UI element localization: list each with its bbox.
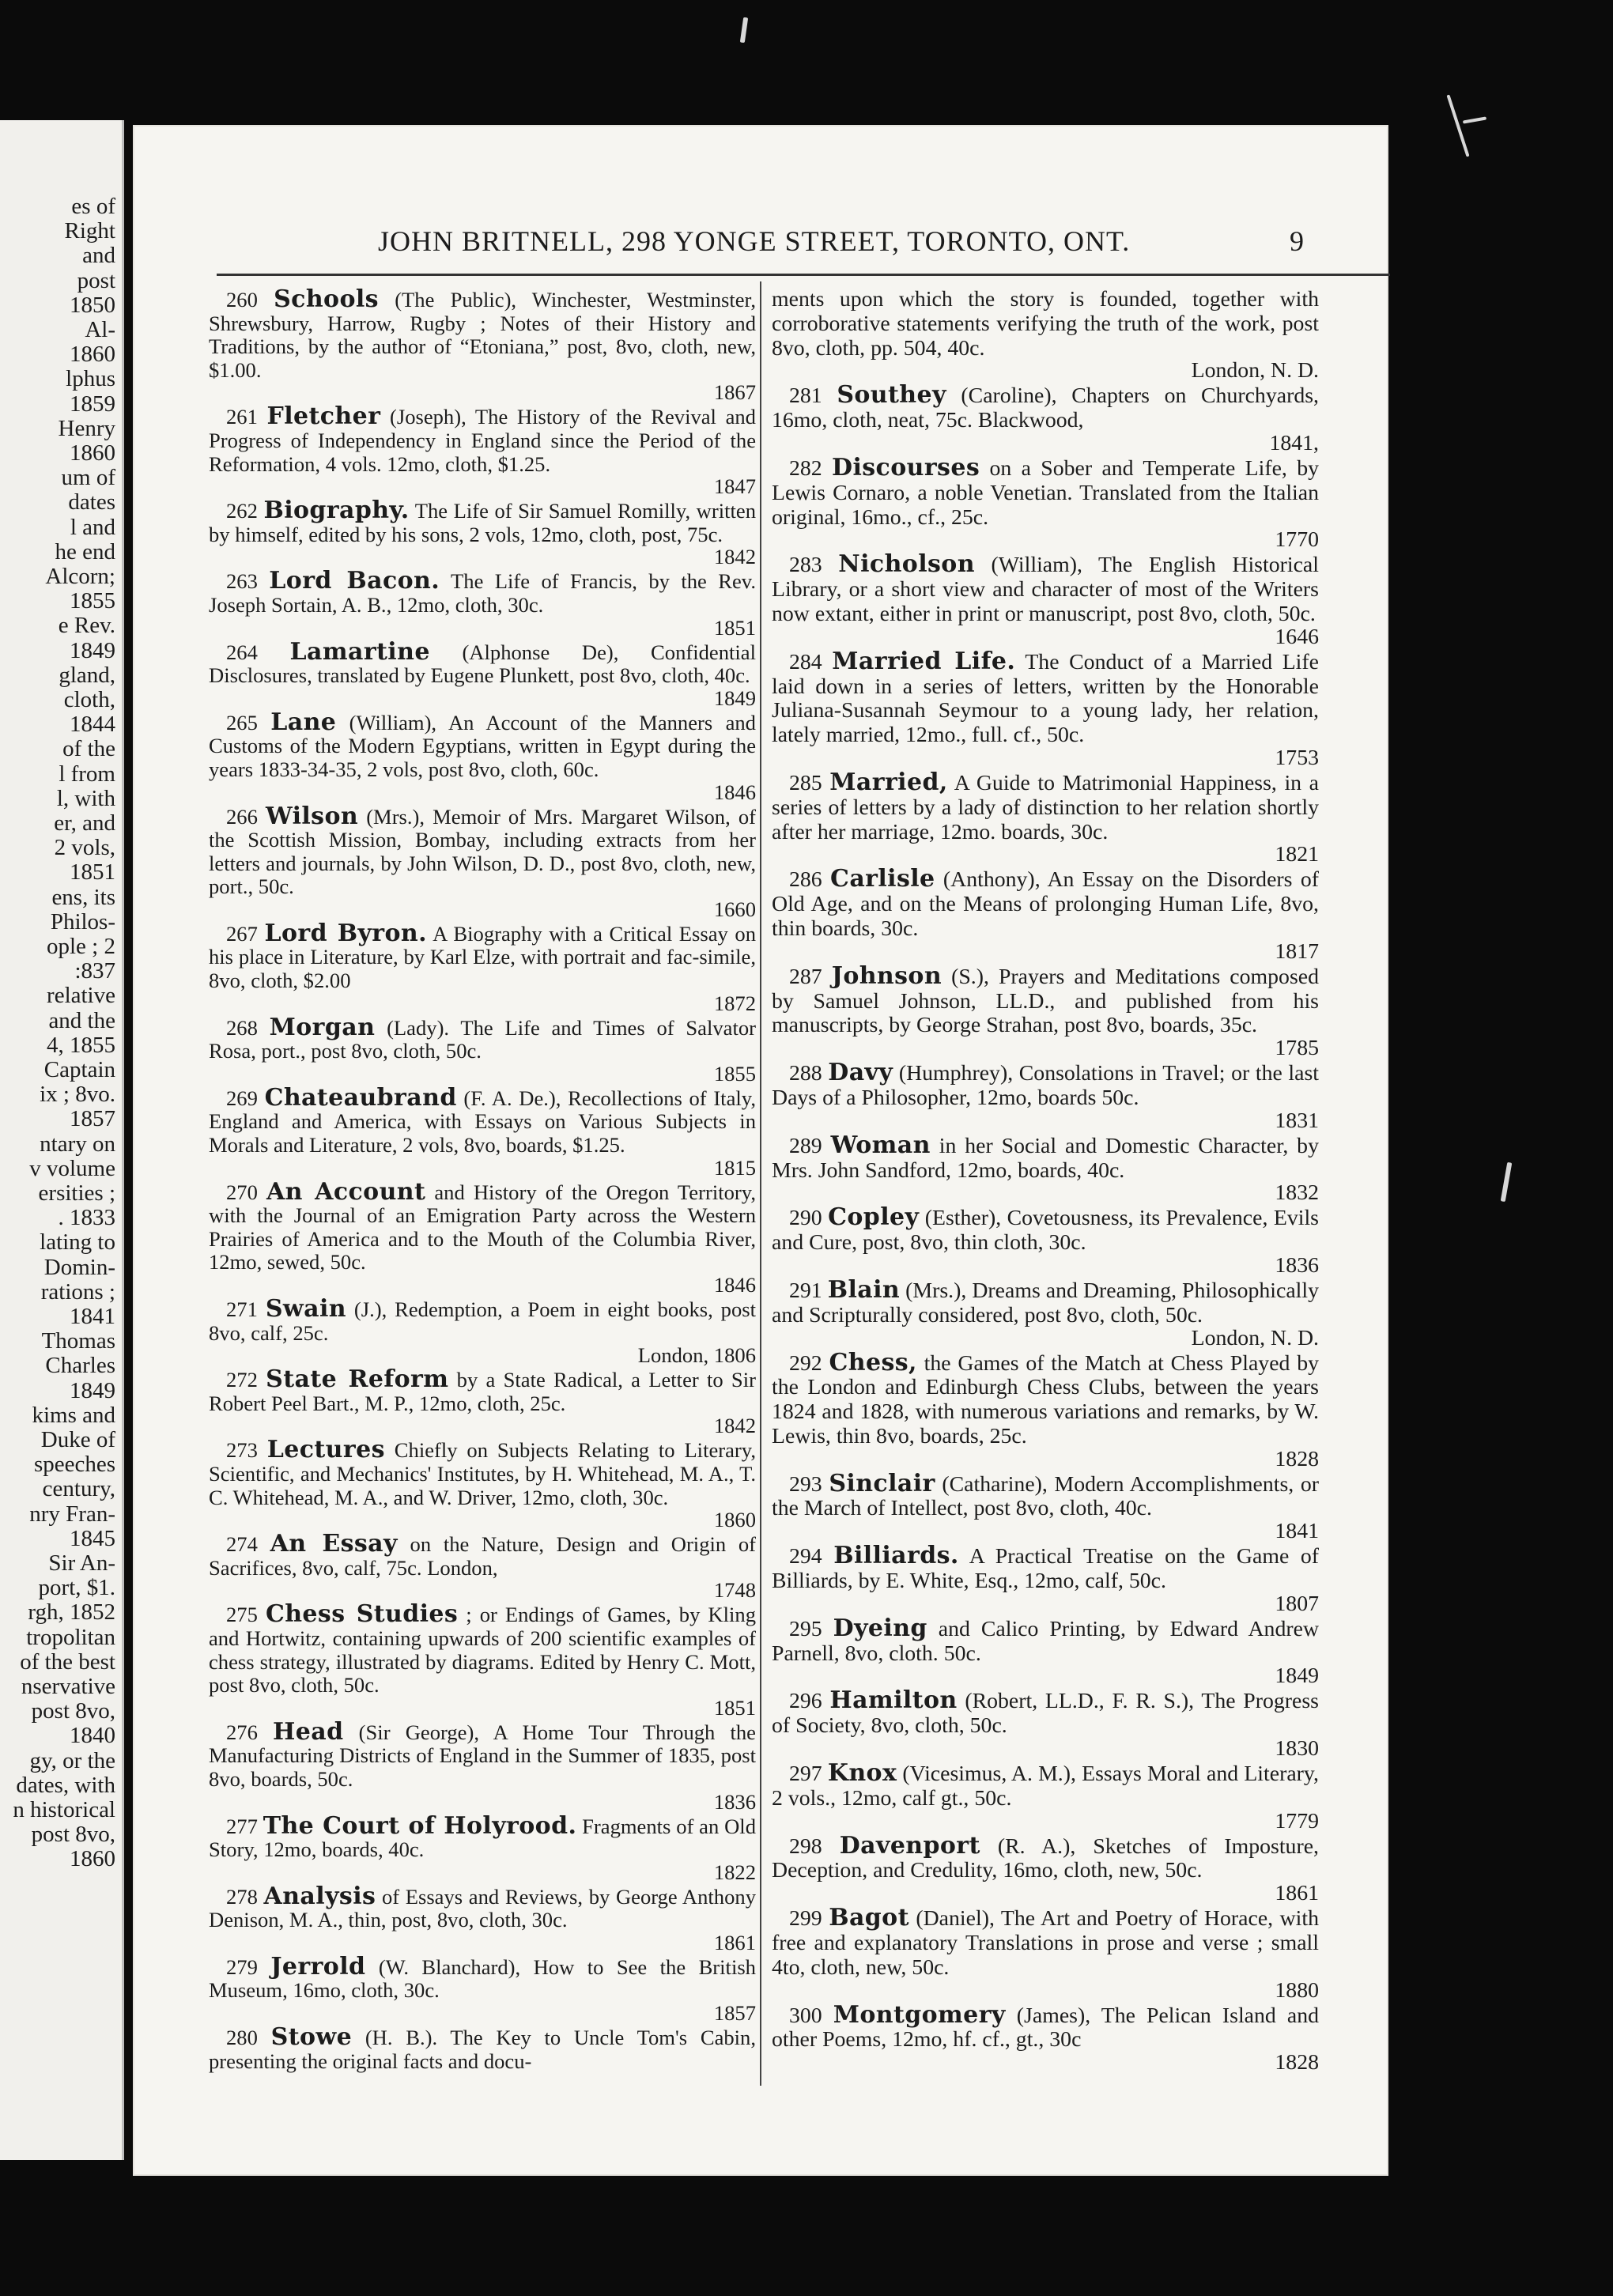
entry-date: 1842	[713, 1414, 756, 1438]
entry-headword: State Reform	[266, 1365, 449, 1394]
catalogue-entry	[772, 383, 1319, 455]
entry-number: 283	[789, 553, 822, 578]
entry-description: and History of the Oregon Territory, with the Journal of an Emigration Party across the Western Prairies of America and to the Mouth of the Columbia River, 12mo, sewed, 50c.	[209, 1180, 756, 1275]
entry-number: 295	[789, 1616, 822, 1641]
facing-page-text: speeches	[33, 1452, 115, 1478]
facing-page-text: Domin-	[43, 1254, 115, 1280]
facing-page-text: of the best	[20, 1648, 115, 1675]
entry-date: London, N. D.	[1191, 1325, 1319, 1350]
entry-date: 1748	[713, 1578, 756, 1603]
entry-headword: Swain	[265, 1295, 346, 1323]
facing-page-text: es of	[71, 194, 115, 219]
entry-headword: An Essay	[270, 1530, 398, 1558]
entry-date: 1815	[713, 1155, 756, 1180]
facing-page-text: cloth,	[63, 687, 115, 712]
entry-number: 280	[226, 2026, 258, 2050]
entry-number: 288	[789, 1061, 822, 1086]
facing-page-text: Al-	[85, 317, 115, 342]
facing-page-text: 1845	[70, 1525, 115, 1551]
scan-mark	[1446, 94, 1469, 157]
entry-headword: Married,	[829, 768, 948, 796]
entry-description: and Calico Printing, by Edward Andrew Parnell, 8vo, cloth. 50c.	[772, 1616, 1320, 1666]
entry-description: (R. A.), Sketches of Imposture, Deception, and Credulity, 16mo, cloth, new, 50c.	[772, 1833, 1319, 1883]
entry-description: the Games of the Match at Chess Played by the London and Edinburgh Chess Clubs, between the years 1824 and 1828, with numerous variations and remarks, by W. Lewis, thin 8vo, boards, 25c.	[772, 1350, 1320, 1448]
facing-page-text: 4, 1855	[47, 1032, 115, 1058]
entry-number: 261	[226, 405, 258, 429]
facing-page-text: gy, or the	[29, 1747, 115, 1773]
entry-date: 1660	[713, 897, 756, 921]
catalogue-entry	[772, 961, 1319, 1061]
entry-description: (Mrs.), Dreams and Dreaming, Philosophically and Scripturally considered, post 8vo, cloth, 50c.	[772, 1278, 1320, 1327]
entry-date: 1821	[1275, 842, 1319, 867]
entry-number: 298	[789, 1833, 822, 1859]
facing-page-text: tropolitan	[26, 1624, 115, 1650]
catalogue-entry	[209, 1717, 756, 1814]
catalogue-entry	[209, 1811, 756, 1884]
entry-number: 262	[226, 499, 258, 523]
entry-date: 1770	[1275, 527, 1319, 553]
facing-page-text: Captain	[43, 1057, 115, 1082]
facing-page-text: Alcorn;	[45, 564, 115, 589]
catalogue-entry	[772, 453, 1320, 553]
entry-number: 274	[226, 1532, 258, 1557]
facing-page-text: post 8vo,	[31, 1698, 115, 1724]
facing-page-text: 1850	[70, 292, 115, 318]
catalogue-entry	[209, 1297, 756, 1366]
entry-description: The Life of Francis, by the Rev. Joseph Sortain, A. B., 12mo, cloth, 30c.	[209, 569, 756, 617]
entry-date: 1836	[1275, 1252, 1319, 1278]
facing-page-text: 1844	[70, 712, 115, 738]
entry-number: 278	[226, 1884, 258, 1909]
facing-page-text: 1849	[70, 1377, 115, 1403]
entry-description: (Robert, LL.D., F. R. S.), The Progress of Society, 8vo, cloth, 50c.	[772, 1689, 1319, 1739]
catalogue-entry	[209, 1952, 756, 2026]
entry-headword: Carlisle	[830, 865, 935, 893]
entry-description: (Lady). The Life and Times of Salvator Rosa, port., post 8vo, cloth, 50c.	[209, 1015, 757, 1063]
entry-headword: Lane	[270, 708, 337, 736]
entry-description: Chiefly on Subjects Relating to Literary, Scientific, and Mechanics' Institutes, by H. Whitehead, M. A., T. C. Whitehead, M. A., and W. Driver, 12mo, cloth, 30c.	[209, 1438, 757, 1509]
facing-page-text: Sir An-	[48, 1550, 115, 1576]
entry-number: 272	[226, 1368, 258, 1392]
scan-mark	[1463, 116, 1486, 123]
entry-date: 1847	[713, 474, 756, 499]
header-rule	[217, 274, 1390, 276]
entry-date: 1836	[713, 1789, 756, 1814]
entry-description: (Joseph), The History of the Revival and Progress of Independency in England since the Period of the Reformation, 4 vols. 12mo, cloth, $1.25.	[209, 405, 756, 476]
entry-description: (Sir George), A Home Tour Through the Manufacturing Districts of England in the Summer of 1835, post 8vo, boards, 50c.	[209, 1720, 756, 1791]
entry-date: 1851	[713, 1695, 756, 1720]
facing-page-text: lating to	[40, 1229, 115, 1256]
entry-number: 285	[789, 770, 822, 795]
catalogue-entry	[209, 1438, 756, 1531]
catalogue-entry	[209, 1532, 756, 1601]
facing-page-text: 1855	[70, 588, 115, 614]
facing-page-text: l and	[70, 514, 115, 540]
entry-number: 269	[226, 1086, 258, 1110]
facing-page-text: of the	[62, 736, 115, 762]
catalogue-entry	[209, 285, 756, 405]
entry-description: (James), The Pelican Island and other Poems, 12mo, hf. cf., gt., 30c	[772, 2003, 1319, 2052]
entry-date: 1828	[1275, 2050, 1319, 2075]
catalogue-entry	[772, 1831, 1319, 1906]
facing-page-text: rations ;	[40, 1278, 115, 1305]
entry-date: 1830	[1275, 1736, 1319, 1762]
entry-headword: Montgomery	[833, 2000, 1006, 2029]
entry-date: 1828	[1275, 1446, 1319, 1471]
entry-headword: Analysis	[263, 1882, 376, 1910]
entry-headword: Chess,	[829, 1348, 917, 1376]
facing-page-text: lphus	[66, 366, 115, 392]
entry-description: A Guide to Matrimonial Happiness, in a series of letters by a lady of distinction to her relation shortly after her marriage, 12mo. boards, 30c.	[772, 770, 1319, 844]
entry-number: 265	[226, 710, 258, 734]
facing-page-text: and the	[48, 1007, 115, 1033]
catalogue-page	[133, 125, 1388, 2176]
entry-headword: Southey	[837, 381, 946, 410]
entry-number: 267	[226, 921, 258, 946]
facing-page-text: 1849	[70, 637, 115, 663]
catalogue-entry	[209, 402, 756, 499]
entry-number: 270	[226, 1180, 258, 1204]
entry-date: 1841	[1275, 1519, 1319, 1544]
catalogue-entry	[772, 1203, 1319, 1278]
catalogue-entry	[772, 1906, 1319, 2001]
entry-date: 1851	[713, 615, 756, 640]
entry-number: 264	[226, 640, 258, 664]
entry-date: 1841,	[1269, 430, 1319, 455]
facing-page-text: er, and	[54, 810, 115, 836]
entry-description: (S.), Prayers and Meditations composed by Samuel Johnson, LL.D., and published from his manuscripts, by George Strahan, post 8vo, boards, 35c.	[772, 964, 1319, 1038]
entry-description: (Catharine), Modern Accomplishments, or the March of Intellect, post 8vo, cloth, 40c.	[772, 1471, 1320, 1521]
scan-mark	[740, 17, 748, 43]
entry-headword: Chateaubrand	[264, 1083, 457, 1112]
facing-page-text: 1840	[70, 1723, 115, 1749]
facing-page-text: nservative	[21, 1674, 115, 1699]
entry-number: 281	[789, 383, 822, 409]
entry-headword: Fletcher	[266, 402, 381, 431]
entry-date: 1855	[713, 1061, 756, 1086]
facing-page-text: kims and	[32, 1402, 115, 1428]
catalogue-entry	[772, 1061, 1319, 1132]
facing-page-text: ntary on	[40, 1131, 115, 1157]
catalogue-entry	[209, 637, 756, 710]
entry-date: 1861	[713, 1930, 756, 1954]
catalogue-entry	[772, 867, 1319, 962]
catalogue-entry	[772, 1275, 1320, 1350]
entry-number: 296	[789, 1689, 822, 1714]
entry-date: 1861	[1275, 1881, 1319, 1906]
facing-page-text: relative	[47, 983, 115, 1009]
entry-number: 300	[789, 2003, 822, 2028]
entry-date: 1860	[713, 1508, 756, 1532]
scan-mark	[1501, 1162, 1513, 1202]
entry-date: 1807	[1275, 1591, 1319, 1616]
entry-headword: Hamilton	[829, 1686, 958, 1715]
facing-page-text: ix ; 8vo.	[40, 1082, 115, 1108]
entry-date: 1880	[1275, 1977, 1319, 2003]
facing-page-text: . 1833	[58, 1205, 115, 1231]
page-number: 9	[1290, 225, 1305, 257]
entry-number: 282	[789, 455, 822, 481]
entry-description: The Conduct of a Married Life laid down in a series of letters, written by the Honorable Juliana-Susannah Seymour to a young lady, her relation, lately married, 12mo., full. cf., 50c.	[772, 649, 1319, 748]
entry-headword: Jerrold	[270, 1952, 366, 1981]
entry-date: 1846	[713, 780, 756, 804]
entry-date: 1849	[1275, 1663, 1319, 1689]
entry-headword: Stowe	[270, 2023, 353, 2052]
facing-page-text: dates	[68, 489, 115, 515]
facing-page-text: 1859	[70, 391, 115, 417]
entry-headword: Davenport	[839, 1831, 980, 1860]
entry-description: on a Sober and Temperate Life, by Lewis Cornaro, a noble Venetian. Translated from the Italian original, 16mo., cf., 25c.	[772, 455, 1320, 530]
facing-page-text: post 8vo,	[31, 1822, 115, 1848]
facing-page-text: ens, its	[51, 884, 115, 910]
facing-page-text: Duke of	[40, 1427, 115, 1452]
entry-number: 277	[226, 1814, 258, 1838]
catalogue-entry	[209, 1083, 756, 1180]
entry-headword: Biography.	[263, 497, 410, 525]
catalogue-entry	[209, 919, 756, 1015]
facing-page-text: Philos-	[50, 908, 115, 935]
catalogue-entry	[209, 569, 756, 638]
entry-number: 266	[226, 804, 258, 829]
entry-number: 284	[789, 649, 822, 674]
entry-date: 1846	[713, 1273, 756, 1297]
entry-number: 275	[226, 1603, 258, 1627]
entry-description: (Esther), Covetousness, its Prevalence, Evils and Cure, post, 8vo, thin cloth, 30c.	[772, 1206, 1319, 1256]
entry-headword: Bagot	[829, 1904, 909, 1932]
entry-description: (F. A. De.), Recollections of Italy, England and America, with Essays on Various Subjects in Morals and Literature, 2 vols, 8vo, boards, $1.25.	[209, 1086, 756, 1157]
catalogue-entry	[772, 2000, 1319, 2075]
catalogue-entry	[772, 1131, 1319, 1206]
entry-number: 271	[226, 1297, 258, 1321]
facing-page-text: dates, with	[16, 1772, 115, 1798]
catalogue-entry	[209, 1365, 756, 1438]
facing-page-text: gland,	[59, 662, 115, 688]
entry-headword: Billiards.	[833, 1542, 959, 1570]
entry-date: 1785	[1275, 1036, 1319, 1061]
entry-date: 1849	[713, 685, 756, 710]
facing-page-text: nry Fran-	[29, 1501, 115, 1527]
entry-description: Fragments of an Old Story, 12mo, boards, 40c.	[209, 1814, 756, 1862]
right-column	[772, 288, 1319, 2075]
catalogue-entry	[209, 708, 756, 804]
entry-date: 1817	[1275, 938, 1319, 964]
entry-date: 1779	[1275, 1808, 1319, 1833]
entry-headword: Davy	[828, 1059, 893, 1087]
entry-headword: Discourses	[832, 453, 980, 481]
catalogue-entry	[209, 2023, 757, 2073]
facing-page-fragment	[0, 120, 124, 2160]
facing-page-text: he end	[55, 538, 115, 565]
entry-date: London, 1806	[637, 1343, 756, 1368]
facing-page-text: 1857	[70, 1106, 115, 1132]
catalogue-entry	[209, 1600, 757, 1720]
entry-date: 1822	[713, 1860, 756, 1884]
entry-headword: Lord Byron.	[264, 919, 427, 947]
entry-description: ments upon which the story is founded, together with corroborative statements verifying the truth of the work, post 8vo, cloth, pp. 504, 40c.	[772, 287, 1319, 361]
entry-date: 1842	[713, 545, 756, 569]
facing-page-text: Right	[64, 218, 115, 244]
entry-headword: Morgan	[269, 1013, 376, 1041]
header-title: JOHN BRITNELL, 298 YONGE STREET, TORONTO, ONT.	[378, 225, 1131, 257]
entry-description: ; or Endings of Games, by Kling and Hortwitz, containing upwards of 200 scientific examples of chess strategy, illustrated by diagrams. Edited by Henry C. Mott, post 8vo, cloth, 50c.	[209, 1603, 757, 1697]
facing-page-text: Charles	[45, 1353, 115, 1379]
facing-page-text: 1860	[70, 342, 115, 368]
entry-headword: The Court of Holyrood.	[263, 1811, 577, 1840]
entry-headword: Sinclair	[829, 1469, 935, 1497]
entry-description: of Essays and Reviews, by George Anthony Denison, M. A., thin, post, 8vo, cloth, 30c.	[209, 1884, 756, 1932]
facing-page-text: 1860	[70, 1846, 115, 1872]
entry-number: 287	[789, 964, 822, 989]
entry-number: 290	[789, 1206, 822, 1231]
catalogue-entry	[772, 1544, 1319, 1615]
catalogue-entry	[209, 1882, 756, 1954]
entry-date: 1831	[1275, 1108, 1319, 1133]
catalogue-entry	[772, 288, 1319, 382]
entry-headword: Chess Studies	[265, 1600, 459, 1629]
entry-headword: Married Life.	[832, 647, 1016, 675]
entry-headword: Knox	[827, 1759, 897, 1788]
entry-number: 279	[226, 1954, 258, 1979]
entry-headword: Head	[273, 1717, 344, 1746]
entry-description: (H. B.). The Key to Uncle Tom's Cabin, presenting the original facts and docu-	[209, 2026, 757, 2073]
facing-page-text: 1841	[70, 1304, 115, 1329]
facing-page-text: century,	[42, 1476, 115, 1502]
entry-description: (Anthony), An Essay on the Disorders of Old Age, and on the Means of prolonging Human Life, 8vo, thin boards, 30c.	[772, 867, 1319, 941]
entry-description: (W. Blanchard), How to See the British Museum, 16mo, cloth, 30c.	[209, 1954, 756, 2003]
catalogue-entry	[772, 768, 1319, 867]
entry-date: 1867	[713, 380, 756, 405]
facing-page-text: Thomas	[41, 1328, 115, 1354]
entry-number: 260	[226, 288, 258, 312]
entry-number: 289	[789, 1133, 822, 1158]
entry-headword: Lectures	[266, 1436, 385, 1464]
entry-description: (Mrs.), Memoir of Mrs. Margaret Wilson, of the Scottish Mission, Bombay, including extracts from her letters and journals, by John Wilson, D. D., post 8vo, cloth, new, port., 50c.	[209, 804, 757, 899]
entry-number: 299	[789, 1906, 822, 1932]
entry-description: (William), The English Historical Library, or a short view and character of most of the Writers now extant, either in print or manuscript, post 8vo, cloth, 50c.	[772, 553, 1319, 626]
entry-description: on the Nature, Design and Origin of Sacrifices, 8vo, calf, 75c. London,	[209, 1532, 757, 1580]
entry-description: (Vicesimus, A. M.), Essays Moral and Literary, 2 vols., 12mo, calf gt., 50c.	[772, 1762, 1319, 1811]
catalogue-entry	[209, 1177, 756, 1297]
facing-page-text: um of	[61, 465, 115, 491]
entry-number: 292	[789, 1350, 822, 1376]
facing-page-text: and	[82, 243, 115, 269]
facing-page-text: n historical	[13, 1797, 115, 1822]
entry-number: 291	[789, 1278, 822, 1303]
entry-date: 1646	[1275, 624, 1319, 649]
facing-page-text: ople ; 2	[47, 934, 115, 959]
entry-number: 297	[789, 1762, 822, 1787]
facing-page-text: 1851	[70, 859, 115, 886]
entry-number: 276	[226, 1720, 258, 1744]
entry-date: 1832	[1275, 1180, 1319, 1206]
catalogue-entry	[772, 1348, 1320, 1471]
entry-description: (William), An Account of the Manners and Customs of the Modern Egyptians, written in Egypt during the years 1833-34-35, 2 vols, post 8vo, cloth, 60c.	[209, 710, 756, 781]
entry-number: 273	[226, 1438, 258, 1463]
facing-page-text: e Rev.	[58, 613, 115, 639]
entry-headword: Blain	[827, 1275, 901, 1304]
entry-number: 286	[789, 867, 822, 893]
catalogue-entry	[209, 499, 756, 568]
entry-description: (Humphrey), Consolations in Travel; or the last Days of a Philosopher, 12mo, boards 50c.	[772, 1061, 1319, 1110]
catalogue-entry	[772, 1614, 1320, 1689]
facing-page-text: post	[77, 267, 115, 293]
catalogue-entry	[772, 550, 1319, 649]
entry-number: 293	[789, 1471, 822, 1497]
catalogue-entry	[772, 1686, 1319, 1762]
entry-description: A Practical Treatise on the Game of Billiards, by E. White, Esq., 12mo, calf, 50c.	[772, 1544, 1319, 1594]
entry-number: 268	[226, 1015, 258, 1040]
entry-description: by a State Radical, a Letter to Sir Robert Peel Bart., M. P., 12mo, cloth, 25c.	[209, 1368, 756, 1415]
entry-number: 263	[226, 569, 258, 594]
entry-description: (Daniel), The Art and Poetry of Horace, with free and explanatory Translations in prose and verse ; small 4to, cloth, new, 50c.	[772, 1906, 1320, 1980]
column-divider	[760, 281, 761, 2086]
entry-headword: Lord Bacon.	[269, 567, 440, 595]
facing-page-text: 2 vols,	[54, 835, 115, 861]
catalogue-entry	[772, 647, 1319, 770]
entry-description: (Alphonse De), Confidential Disclosures, translated by Eugene Plunkett, post 8vo, cloth, 40c.	[209, 640, 756, 688]
facing-page-text: v volume	[29, 1155, 115, 1181]
entry-headword: An Account	[266, 1177, 426, 1206]
entry-date: 1857	[713, 2001, 756, 2026]
entry-number: 294	[789, 1544, 822, 1569]
entry-headword: Copley	[828, 1203, 920, 1232]
catalogue-entry	[209, 1013, 757, 1086]
entry-headword: Nicholson	[838, 550, 975, 579]
left-column	[209, 285, 757, 2075]
catalogue-entry	[772, 1759, 1319, 1833]
facing-page-text: rgh, 1852	[28, 1599, 115, 1626]
facing-page-text: :837	[74, 958, 115, 984]
entry-headword: Dyeing	[833, 1614, 927, 1642]
entry-description: A Biography with a Critical Essay on his place in Literature, by Karl Elze, with portrait and fac-simile, 8vo, cloth, $2.00	[209, 921, 756, 993]
facing-page-text: ersities ;	[38, 1180, 115, 1206]
entry-date: London, N. D.	[1191, 358, 1319, 383]
entry-headword: Wilson	[266, 802, 359, 830]
entry-headword: Schools	[274, 285, 379, 313]
catalogue-entry	[772, 1469, 1320, 1544]
facing-page-text: port, $1.	[38, 1575, 115, 1601]
facing-page-text: l, with	[56, 785, 115, 811]
facing-page-text: 1860	[70, 440, 115, 466]
entry-date: 1753	[1275, 745, 1319, 770]
entry-headword: Woman	[830, 1131, 931, 1159]
entry-description: (J.), Redemption, a Poem in eight books, post 8vo, calf, 25c.	[209, 1297, 756, 1345]
entry-description: The Life of Sir Samuel Romilly, written by himself, edited by his sons, 2 vols, 12mo, cloth, post, 75c.	[209, 499, 756, 546]
entry-description: in her Social and Domestic Character, by Mrs. John Sandford, 12mo, boards, 40c.	[772, 1133, 1319, 1183]
entry-description: (The Public), Winchester, Westminster, Shrewsbury, Harrow, Rugby ; Notes of their History and Traditions, by the author of “Etoniana,” post, 8vo, cloth, new, $1.00.	[209, 288, 756, 382]
entry-description: (Caroline), Chapters on Churchyards, 16mo, cloth, neat, 75c. Blackwood,	[772, 383, 1319, 433]
entry-headword: Lamartine	[289, 637, 430, 666]
catalogue-entry	[209, 802, 757, 921]
entry-headword: Johnson	[831, 961, 942, 990]
entry-date: 1872	[713, 991, 756, 1015]
facing-page-text: l from	[59, 761, 115, 787]
facing-page-text: Henry	[58, 415, 115, 441]
